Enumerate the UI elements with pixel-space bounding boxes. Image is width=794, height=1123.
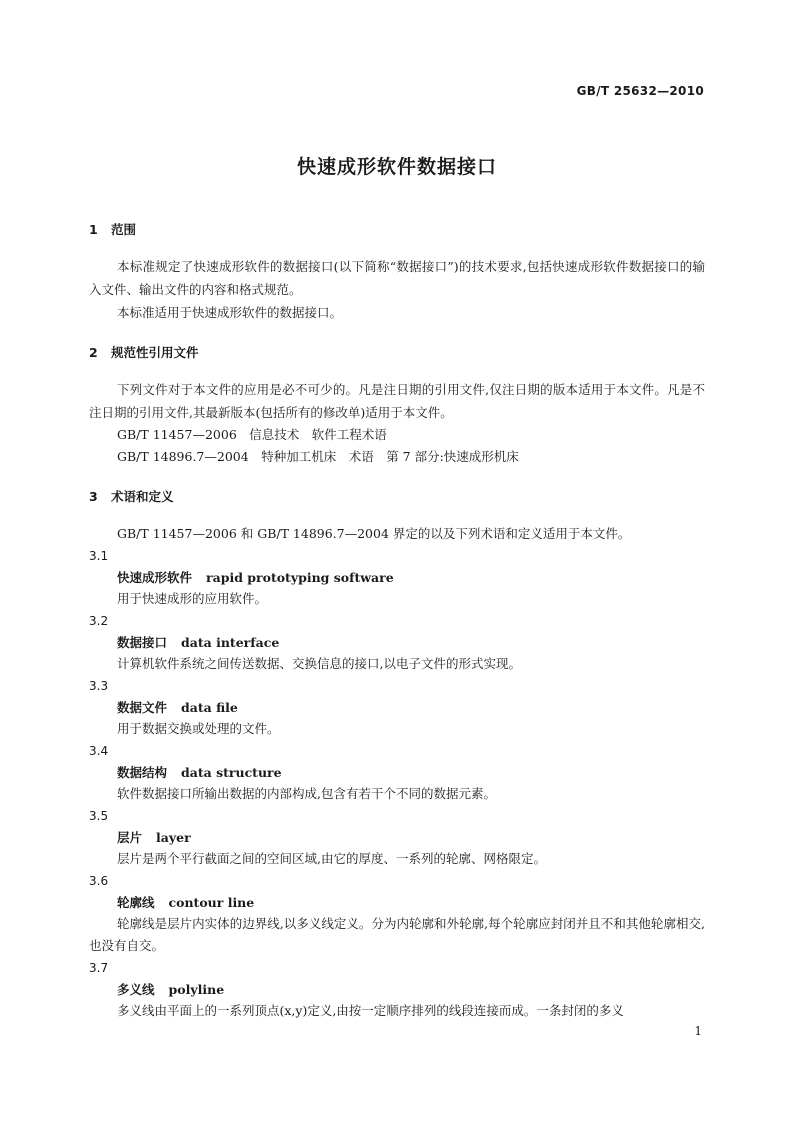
term-entry xyxy=(89,827,705,848)
term-entry xyxy=(89,762,705,783)
term-zh: 数据文件 xyxy=(117,700,168,715)
term-zh: 快速成形软件 xyxy=(117,570,193,585)
term-zh: 数据接口 xyxy=(117,635,168,650)
term-en: layer xyxy=(156,830,191,845)
paragraph: 下列文件对于本文件的应用是必不可少的。凡是注日期的引用文件,仅注日期的版本适用于本文件。凡是不注日期的引用文件,其最新版本(包括所有的修改单)适用于本文件。 xyxy=(89,382,705,420)
term-definition: 计算机软件系统之间传送数据、交换信息的接口,以电子文件的形式实现。 xyxy=(117,656,521,671)
term-entry xyxy=(89,892,705,913)
term-entry xyxy=(89,632,705,653)
term-en: contour line xyxy=(168,895,255,910)
clause-number: 3.4 xyxy=(89,744,109,758)
clause-number: 3.3 xyxy=(89,679,109,693)
page-number: 1 xyxy=(694,1024,702,1038)
term-zh: 层片 xyxy=(117,830,143,845)
section-title: 范围 xyxy=(111,222,137,237)
term-zh: 数据结构 xyxy=(117,765,168,780)
paragraph: 本标准适用于快速成形软件的数据接口。 xyxy=(117,305,343,320)
clause-number: 3.1 xyxy=(89,549,109,563)
term-entry xyxy=(89,979,705,1000)
term-en: rapid prototyping software xyxy=(206,570,394,585)
term-definition: 层片是两个平行截面之间的空间区域,由它的厚度、一系列的轮廓、网格限定。 xyxy=(117,851,546,866)
reference-item: GB/T 11457—2006 信息技术 软件工程术语 xyxy=(117,427,387,442)
clause-number: 3.7 xyxy=(89,961,109,975)
term-zh: 多义线 xyxy=(117,982,155,997)
paragraph: 本标准规定了快速成形软件的数据接口(以下简称“数据接口”)的技术要求,包括快速成形软件数据接口的输入文件、输出文件的内容和格式规范。 xyxy=(89,259,705,297)
term-zh: 轮廓线 xyxy=(117,895,155,910)
document-title: 快速成形软件数据接口 xyxy=(296,156,497,178)
clause-number: 3.6 xyxy=(89,874,109,888)
document-body xyxy=(89,219,705,1022)
section-number: 2 xyxy=(89,345,98,360)
section-number: 1 xyxy=(89,222,98,237)
term-definition: 轮廓线是层片内实体的边界线,以多义线定义。分为内轮廓和外轮廓,每个轮廓应封闭并且不和其他轮廓相交,也没有自交。 xyxy=(89,916,705,953)
section-title: 规范性引用文件 xyxy=(111,345,199,360)
section-1-heading xyxy=(89,219,705,241)
clause-number: 3.2 xyxy=(89,614,109,628)
term-definition: 用于快速成形的应用软件。 xyxy=(117,591,268,606)
term-en: data file xyxy=(181,700,238,715)
standard-number: GB/T 25632—2010 xyxy=(576,84,704,98)
term-definition: 用于数据交换或处理的文件。 xyxy=(117,721,280,736)
term-entry xyxy=(89,697,705,718)
term-en: data interface xyxy=(181,635,280,650)
section-title: 术语和定义 xyxy=(111,489,174,504)
section-2-heading xyxy=(89,342,705,364)
term-definition: 多义线由平面上的一系列顶点(x,y)定义,由按一定顺序排列的线段连接而成。一条封闭的多义 xyxy=(117,1003,624,1018)
reference-item: GB/T 14896.7—2004 特种加工机床 术语 第 7 部分:快速成形机床 xyxy=(117,449,519,464)
term-en: data structure xyxy=(181,765,282,780)
paragraph: GB/T 11457—2006 和 GB/T 14896.7—2004 界定的以及下列术语和定义适用于本文件。 xyxy=(117,526,631,541)
clause-number: 3.5 xyxy=(89,809,109,823)
section-number: 3 xyxy=(89,489,98,504)
section-3-heading xyxy=(89,486,705,508)
term-en: polyline xyxy=(168,982,225,997)
term-entry xyxy=(89,567,705,588)
term-definition: 软件数据接口所输出数据的内部构成,包含有若干个不同的数据元素。 xyxy=(117,786,496,801)
